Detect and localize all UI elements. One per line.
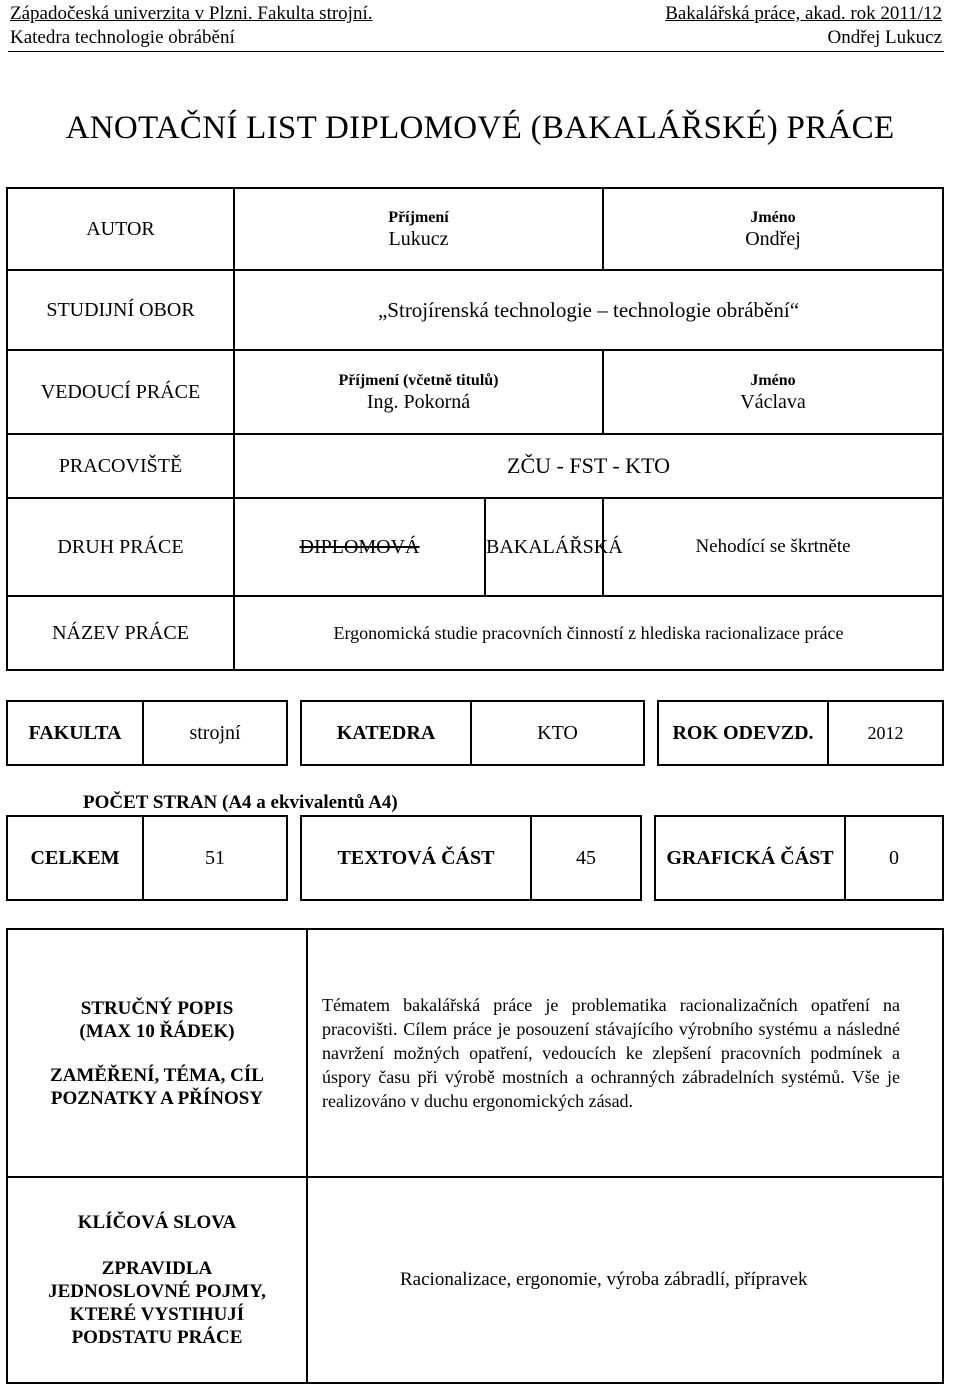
study-field-value: „Strojírenská technologie – technologie obrábění“ (234, 270, 943, 350)
summary-label-1: STRUČNÝ POPIS (80, 997, 234, 1019)
keywords-label-3: JEDNOSLOVNÉ POJMY, (48, 1281, 266, 1302)
author-surname-cell (234, 188, 603, 270)
faculty-table (6, 700, 944, 766)
work-type-diploma: DIPLOMOVÁ (299, 536, 420, 558)
author-name: Ondřej (745, 227, 801, 250)
study-field-label: STUDIJNÍ OBOR (7, 270, 234, 350)
supervisor-row (7, 350, 943, 434)
author-surname-label: Příjmení (388, 208, 449, 226)
work-type-note: Nehodící se škrtněte (603, 498, 943, 596)
department-label: KATEDRA (301, 701, 471, 765)
pages-graphic-value: 0 (845, 816, 943, 900)
supervisor-surname: Ing. Pokorná (366, 390, 471, 413)
work-type-bachelor: BAKALÁŘSKÁ (486, 536, 623, 558)
pages-table (6, 815, 944, 901)
supervisor-name-cell (603, 350, 943, 434)
summary-label-4: POZNATKY A PŘÍNOSY (50, 1087, 264, 1109)
keywords-value: Racionalizace, ergonomie, výroba zábradlí, přípravek (307, 1177, 943, 1383)
supervisor-name: Václava (740, 390, 806, 413)
work-title-value: Ergonomická studie pracovních činností z hlediska racionalizace práce (234, 596, 943, 670)
work-title-row (7, 596, 943, 670)
pages-caption: POČET STRAN (A4 a ekvivalentů A4) (83, 792, 398, 813)
workplace-label: PRACOVIŠTĚ (7, 434, 234, 498)
pages-total-value: 51 (143, 816, 287, 900)
keywords-label-5: PODSTATU PRÁCE (71, 1327, 243, 1348)
header-department: Katedra technologie obrábění (10, 27, 235, 48)
author-row (7, 188, 943, 270)
header-rule (8, 51, 944, 52)
header-thesis-info: Bakalářská práce, akad. rok 2011/12 (665, 3, 942, 24)
summary-label-cell (7, 929, 307, 1177)
year-label: ROK ODEVZD. (658, 701, 828, 765)
faculty-value: strojní (143, 701, 287, 765)
author-label: AUTOR (7, 188, 234, 270)
pages-graphic-label: GRAFICKÁ ČÁST (655, 816, 845, 900)
keywords-label-4: KTERÉ VYSTIHUJÍ (69, 1304, 245, 1325)
keywords-label-cell (7, 1177, 307, 1383)
supervisor-surname-label: Příjmení (včetně titulů) (338, 371, 499, 389)
header-university: Západočeská univerzita v Plzni. Fakulta strojní. (10, 3, 373, 24)
page-title: ANOTAČNÍ LIST DIPLOMOVÉ (BAKALÁŘSKÉ) PRÁCE (65, 110, 895, 146)
keywords-label-2: ZPRAVIDLA (101, 1258, 213, 1279)
supervisor-label: VEDOUCÍ PRÁCE (7, 350, 234, 434)
keywords-table (6, 1176, 944, 1384)
pages-total-label: CELKEM (7, 816, 143, 900)
pages-text-value: 45 (531, 816, 641, 900)
pages-text-label: TEXTOVÁ ČÁST (301, 816, 531, 900)
workplace-row (7, 434, 943, 498)
supervisor-name-label: Jméno (750, 371, 796, 389)
author-name-cell (603, 188, 943, 270)
study-field-row (7, 270, 943, 350)
work-type-label: DRUH PRÁCE (7, 498, 234, 596)
author-name-label: Jméno (750, 208, 796, 226)
summary-label-2: (MAX 10 ŘÁDEK) (79, 1020, 235, 1042)
faculty-label: FAKULTA (7, 701, 143, 765)
header-author-name: Ondřej Lukucz (827, 27, 942, 48)
summary-label-3: ZAMĚŘENÍ, TÉMA, CÍL (50, 1064, 264, 1086)
year-value: 2012 (828, 701, 943, 765)
author-surname: Lukucz (388, 227, 449, 250)
department-value: KTO (471, 701, 644, 765)
summary-text: Tématem bakalářská práce je problematika racionalizačních opatření na pracovišti. Cílem práce je posouzení stávajícího výrobního systému a následné navržení možných opatření, vedoucích ke zlepšení pracovních podmínek a úspory času při výrobě mostních a ochranných zábradelních systémů. Vše je realizováno v duchu ergonomických zásad. (307, 929, 943, 1177)
work-type-row (7, 498, 943, 596)
annotation-table-main (6, 187, 944, 671)
keywords-label-1: KLÍČOVÁ SLOVA (77, 1212, 237, 1233)
summary-table (6, 928, 944, 1178)
work-title-label: NÁZEV PRÁCE (7, 596, 234, 670)
workplace-value: ZČU - FST - KTO (234, 434, 943, 498)
supervisor-surname-cell (234, 350, 603, 434)
